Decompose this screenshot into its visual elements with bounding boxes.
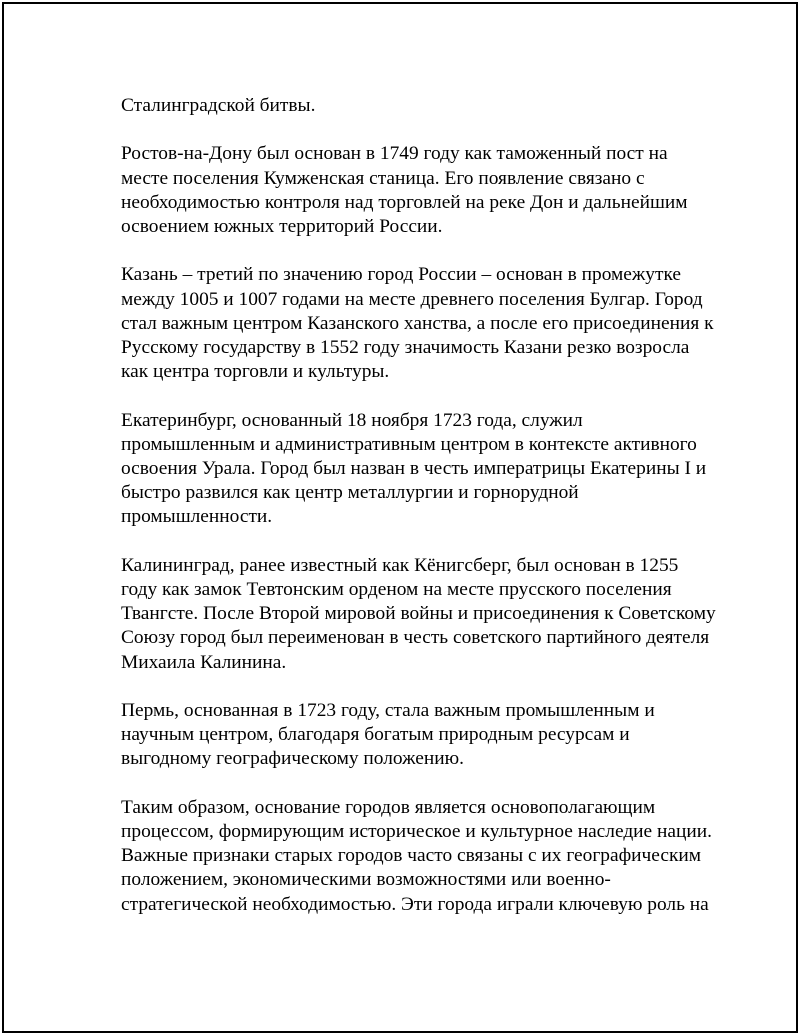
paragraph-kaliningrad: Калининград, ранее известный как Кёнигсберг, был основан в 1255 году как замок Тевтонским орденом на месте прусского поселения Твангсте. После Второй мировой войны и присоединения к Советскому Союзу город был переименован в честь советского партийного деятеля Михаила Калинина. xyxy=(121,554,716,673)
document-body xyxy=(121,94,721,917)
paragraph-stalingrad-fragment: Сталинградской битвы. xyxy=(121,95,316,116)
page-frame xyxy=(2,2,798,1033)
paragraph-yekaterinburg: Екатеринбург, основанный 18 ноября 1723 года, служил промышленным и административным центром в контексте активного освоения Урала. Город был назван в честь императрицы Екатерины I и быстро развился как центр металлургии и горнорудной промышленности. xyxy=(121,409,707,528)
paragraph-conclusion: Таким образом, основание городов является основополагающим процессом, формирующим историческое и культурное наследие нации. Важные признаки старых городов часто связаны с их географическим положением, экономическими возможностями или военно- стратегической необходимостью. Эти города играли ключевую роль на xyxy=(121,796,712,915)
paragraph-perm: Пермь, основанная в 1723 году, стала важным промышленным и научным центром, благодаря богатым природным ресурсам и выгодному географическому положению. xyxy=(121,700,655,770)
paragraph-kazan: Казань – третий по значению город России – основан в промежутке между 1005 и 1007 годами на месте древнего поселения Булгар. Город стал важным центром Казанского ханства, а после его присоединения к Русскому государству в 1552 году значимость Казани резко возросла как центра торговли и культуры. xyxy=(121,264,714,383)
paragraph-rostov: Ростов-на-Дону был основан в 1749 году как таможенный пост на месте поселения Кумженская станица. Его появление связано с необходимостью контроля над торговлей на реке Дон и дальнейшим освоением южных территорий России. xyxy=(121,143,688,237)
